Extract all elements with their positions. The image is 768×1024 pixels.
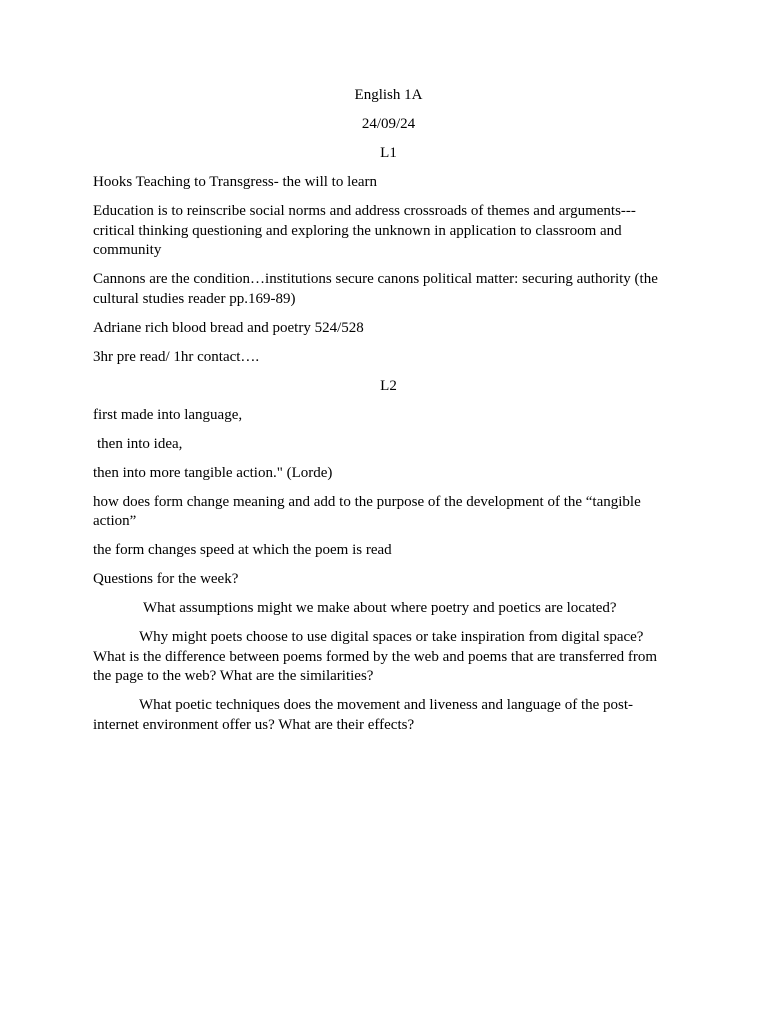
question-item: What poetic techniques does the movement and liveness and language of the post-internet environment offer us? What are their effects?: [93, 697, 634, 733]
document-date: 24/09/24: [361, 116, 416, 132]
paragraph: 3hr pre read/ 1hr contact….: [93, 348, 260, 365]
paragraph: Adriane rich blood bread and poetry 524/528: [93, 319, 364, 336]
lecture-2-heading: L2: [380, 377, 397, 394]
paragraph: then into more tangible action." (Lorde): [93, 464, 333, 481]
paragraph: then into idea,: [97, 435, 183, 452]
question-item: Why might poets choose to use digital spaces or take inspiration from digital space? What is the difference between poems formed by the web and poems that are transferred from the page to the web? What are the similarities?: [93, 629, 658, 684]
paragraph: how does form change meaning and add to the purpose of the development of the “tangible action”: [93, 493, 641, 529]
questions-heading: Questions for the week?: [93, 571, 239, 587]
paragraph: Cannons are the condition…institutions secure canons political matter: securing authority (the cultural studies reader pp.169-89): [93, 271, 658, 307]
paragraph: first made into language,: [93, 406, 243, 423]
paragraph: Education is to reinscribe social norms and address crossroads of themes and arguments---critical thinking questioning and exploring the unknown in application to classroom and community: [93, 203, 636, 258]
question-item: What assumptions might we make about where poetry and poetics are located?: [143, 600, 617, 616]
lecture-1-heading: L1: [380, 145, 397, 161]
course-title: English 1A: [354, 87, 423, 103]
document-page: [93, 86, 677, 745]
paragraph: the form changes speed at which the poem is read: [93, 542, 392, 558]
paragraph: Hooks Teaching to Transgress- the will to learn: [93, 174, 378, 190]
